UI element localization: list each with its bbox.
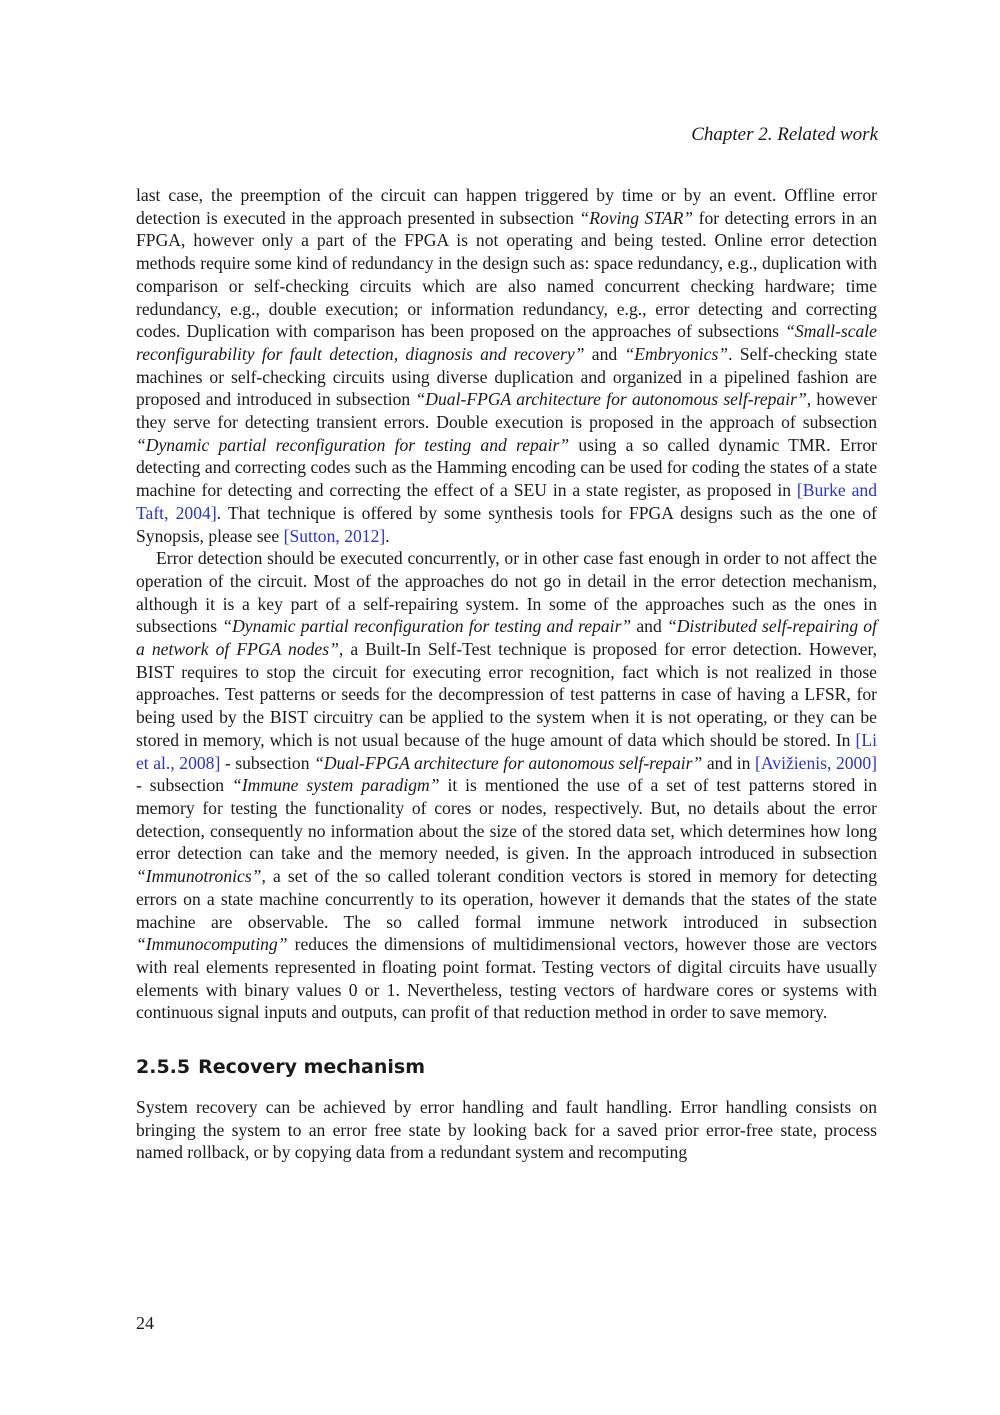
citation-separator: , [335,525,345,546]
text-run: it is mentioned the use of a set of test patterns stored in memory for testing the functionality of cores or nodes, respectively. But, no details about the error detection, consequently no information about the size of the stored data set, which determines how long error detection can take and the memory needed, is given. In the approach introduced in subsection [136,775,877,864]
citation-bracket: [ [796,480,803,501]
citation-bracket: [ [755,752,761,773]
subsection-reference: “Dual-FPGA architecture for autonomous self-repair” [314,752,703,773]
citation-separator: , [164,502,176,523]
citation-author: Burke and Taft [136,480,877,523]
subsection-reference: “Roving STAR” [579,207,694,228]
subsection-reference: “Distributed self-repairing of a network of FPGA nodes” [136,616,877,660]
text-run: and [631,616,667,637]
paragraph-concurrent-error-detection [136,547,877,1024]
paragraph-error-detection-methods [136,184,877,547]
citation-year: 2004 [175,502,211,523]
citation-year: 2000 [835,752,872,773]
section-title: Recovery mechanism [198,1056,426,1079]
citation-bracket: ] [379,525,386,546]
text-run: , a Built-In Self-Test technique is proposed for error detection. However, BIST requires to stop the circuit for executing error recognition, fact which is not realized in those approaches. Test patterns or seeds for the decompression of test patterns in case of having a LFSR, for being used by the BIST circuitry can be applied to the system when it is not operating, or they can be stored in memory, which is not usual because of the huge amount of data which should be stored. In [136,639,877,750]
body-text [136,184,877,1164]
subsection-reference: “Immune system paradigm” [232,775,440,796]
subsection-reference: “Immunocomputing” [136,934,288,955]
text-run: - subsection [220,752,315,773]
page-number: 24 [136,1313,154,1333]
text-run: , however they serve for detecting transient errors. Double execution is proposed in the approach of subsection [136,389,878,433]
text-run: System recovery can be achieved by error handling and fault handling. Error handling consists on bringing the system to an error free state by looking back for a saved prior error-free state, process named rollback, or by copying data from a redundant system and recomputing [136,1097,877,1163]
text-run: for detecting errors in an FPGA, however only a part of the FPGA is not operating and being tested. Online error detection methods require some kind of redundancy in the design such as: space redundancy, e.g., duplication with comparison or self-checking circuits which are also named concurrent checking hardware; time redundancy, e.g., double execution; or information redundancy, e.g., error detecting and correcting codes. Duplication with comparison has been proposed on the approaches of subsections [136,207,878,342]
running-header: Chapter 2. Related work [691,124,878,145]
citation-author: Sutton [289,525,336,546]
citation-sutton[interactable] [284,526,386,546]
text-run: - subsection [136,775,233,796]
text-run: reduces the dimensions of multidimensional vectors, however those are vectors with real elements represented in floating point format. Testing vectors of digital circuits have usually elements with binary values 0 or 1. Nevertheless, testing vectors of hardware cores or systems with continuous signal inputs and outputs, can profit of that reduction method in order to save memory. [136,934,877,1023]
section-heading-recovery-mechanism [136,1055,877,1079]
subsection-reference: “Small-scale reconfigurability for fault detection, diagnosis and recovery” [136,321,877,364]
text-run: . That technique is offered by some synthesis tools for FPGA designs such as the one of Synopsis, please see [136,502,878,546]
subsection-reference: “Dual-FPGA architecture for autonomous self-repair” [415,389,807,410]
citation-bracket: [ [283,525,290,546]
subsection-reference: “Dynamic partial reconfiguration for testing and repair” [222,616,632,637]
text-run: , a set of the so called tolerant condition vectors is stored in memory for detecting errors on a state machine concurrently to its operation, however it demands that the states of the state machine are observable. The so called formal immune network introduced in subsection [136,866,877,932]
subsection-reference: “Immunotronics” [136,866,262,887]
text-run: and in [702,752,756,773]
citation-author: Avižienis [760,752,827,773]
citation-bracket: [ [855,729,862,750]
text-run: last case, the preemption of the circuit can happen triggered by time or by an event. Offline error detection is executed in the approach presented in subsection [136,185,877,228]
citation-separator: , [170,752,180,773]
text-run: . [385,525,390,546]
subsection-reference: “Dynamic partial reconfiguration for testing and repair” [136,434,570,455]
text-run: Error detection should be executed concurrently, or in other case fast enough in order to not affect the operation of the circuit. Most of the approaches do not go in detail in the error detection mechanism, although it is a key part of a self-repairing system. In some of the approaches such as the ones in subsections [136,548,877,637]
citation-author: Li et al. [136,729,877,773]
text-run: . Self-checking state machines or self-checking circuits using diverse duplication and organized in a pipelined fashion are proposed and introduced in subsection [136,343,878,410]
text-run: using a so called dynamic TMR. Error detecting and correcting codes such as the Hamming encoding can be used for coding the states of a state machine for detecting and correcting the effect of a SEU in a state register, as proposed in [136,434,877,501]
citation-year: 2008 [179,752,215,773]
subsection-reference: “Embryonics” [624,343,729,364]
citation-avizienis[interactable] [755,753,877,773]
citation-bracket: ] [210,502,217,523]
section-number: 2.5.5 [136,1056,191,1079]
citation-bracket: ] [871,752,877,773]
citation-year: 2012 [344,525,380,546]
paragraph-system-recovery [136,1096,877,1164]
citation-separator: , [827,752,836,773]
citation-bracket: ] [214,752,221,773]
text-run: and [584,343,625,364]
